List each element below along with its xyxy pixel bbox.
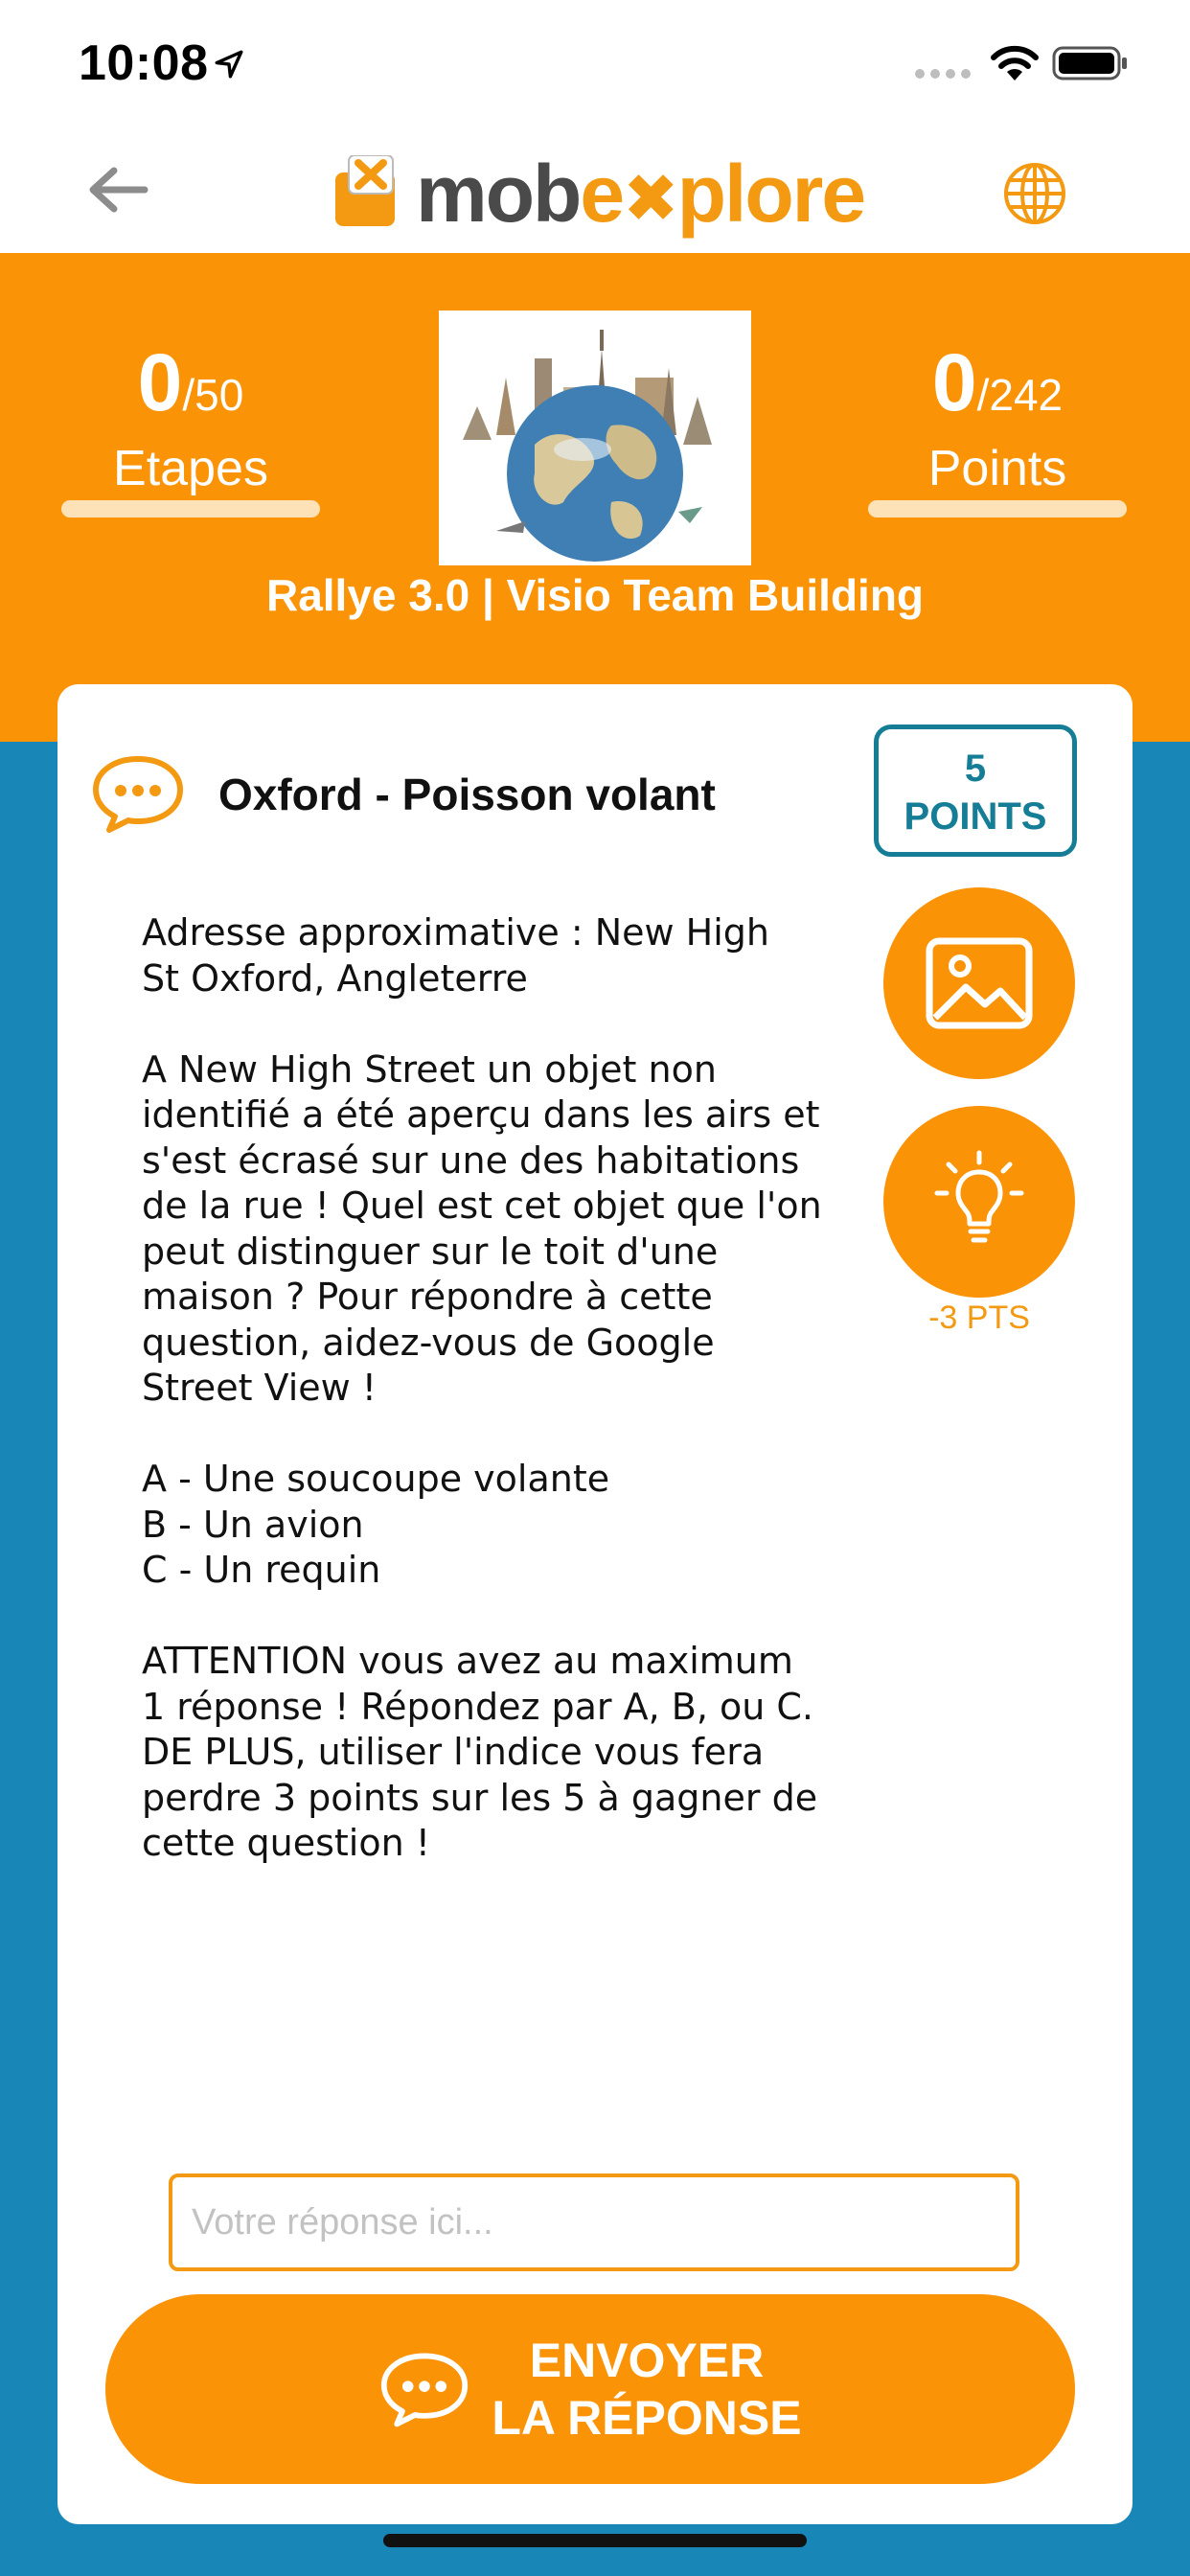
hint-button[interactable]	[883, 1106, 1075, 1298]
steps-counter	[61, 339, 320, 499]
chat-bubble-icon	[378, 2350, 470, 2428]
steps-label: Etapes	[113, 441, 268, 496]
image-icon	[926, 937, 1033, 1029]
location-arrow-icon	[213, 48, 245, 80]
send-answer-label	[492, 2332, 801, 2447]
logo-puzzle-icon	[335, 155, 408, 226]
globe-icon	[996, 155, 1073, 232]
steps-total: /50	[182, 370, 244, 420]
rally-title: Rallye 3.0 | Visio Team Building	[265, 570, 925, 620]
battery-icon	[1052, 44, 1129, 82]
question-points-badge	[874, 724, 1077, 857]
answer-input[interactable]	[169, 2174, 1019, 2271]
question-points-label: POINTS	[904, 795, 1047, 838]
navigation-bar	[0, 126, 1190, 253]
send-answer-line2: LA RÉPONSE	[492, 2391, 802, 2445]
chat-bubble-icon	[90, 753, 186, 834]
rally-header	[0, 253, 1190, 742]
cellular-signal-icon	[914, 65, 972, 82]
status-bar	[0, 0, 1190, 126]
view-image-button[interactable]	[883, 887, 1075, 1079]
send-answer-button[interactable]	[105, 2294, 1075, 2484]
points-progress-bar	[868, 500, 1127, 518]
world-landmarks-image	[439, 310, 751, 565]
wifi-icon	[989, 44, 1041, 82]
question-text: Adresse approximative : New High St Oxford, Angleterre A New High Street un objet non identifié a été aperçu dans les airs et s'est écrasé sur une des habitations de la rue ! Quel est cet objet que l'on peut distinguer sur le toit d'une maison ? Pour répondre à cette question, aidez-vous de Google Street View ! A - Une soucoupe volante B - Un avion C - Un requin ATTENTION vous avez au maximum 1 réponse ! Répondez par A, B, ou C. DE PLUS, utiliser l'indice vous fera perdre 3 points sur les 5 à gagner de cette question !	[142, 911, 822, 1864]
send-answer-line1: ENVOYER	[529, 2334, 765, 2387]
steps-value: 0	[137, 337, 183, 427]
question-title: Oxford - Poisson volant	[218, 770, 716, 819]
arrow-left-icon	[87, 166, 149, 214]
rally-image	[439, 310, 751, 565]
logo-text: mobe✖plore	[416, 149, 865, 239]
status-time: 10:08	[79, 35, 209, 91]
points-label: Points	[927, 441, 1067, 496]
language-button[interactable]	[996, 155, 1073, 232]
question-points-value: 5	[964, 748, 987, 790]
back-button[interactable]	[77, 155, 159, 224]
points-total: /242	[976, 370, 1064, 420]
steps-progress-bar	[61, 500, 320, 518]
lightbulb-icon	[933, 1149, 1025, 1254]
points-counter	[868, 339, 1127, 499]
hint-cost-label: -3 PTS	[928, 1300, 1030, 1336]
question-card	[57, 684, 1133, 2524]
mobexplore-logo	[335, 144, 865, 243]
home-indicator	[383, 2534, 807, 2547]
points-value: 0	[931, 337, 977, 427]
